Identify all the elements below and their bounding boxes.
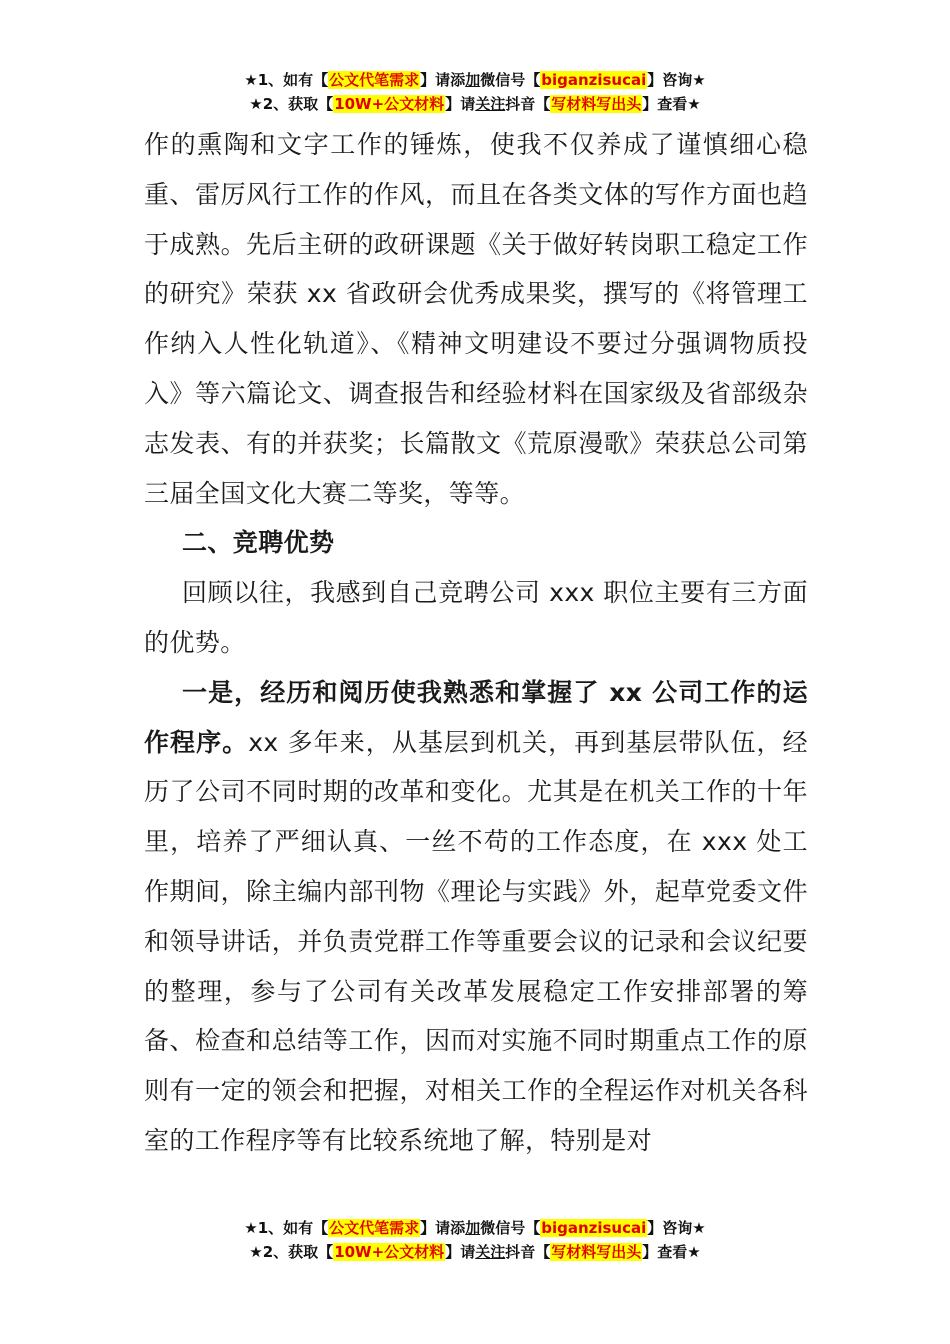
banner-wechat-id: biganzisucai [541,1219,647,1237]
banner-text: ★1、如有【 [244,71,329,89]
banner-text: 微信号【 [480,71,541,89]
banner-text: ★2、获取【 [249,1243,334,1261]
banner-highlight: 公文代笔需求 [329,1219,420,1237]
banner-text: 】请 [445,95,476,113]
banner-text: 抖音【 [505,1243,551,1261]
banner-text: 】请添 [420,1219,466,1237]
header-banner [0,68,950,116]
paragraph-advantage-one [144,668,808,1166]
document-body [144,120,808,1166]
banner-line-1 [0,1216,950,1240]
banner-text: 微信号【 [480,1219,541,1237]
banner-underlined: 加 [465,1219,481,1237]
banner-text: 抖音【 [505,95,551,113]
banner-highlight: 公文代笔需求 [329,71,420,89]
banner-line-2 [0,1240,950,1264]
banner-text: 】查看★ [642,1243,701,1261]
banner-underlined: 关注 [475,95,506,113]
banner-text: 】请 [445,1243,476,1261]
banner-text: ★1、如有【 [244,1219,329,1237]
banner-line-2 [0,92,950,116]
banner-underlined: 关注 [475,1243,506,1261]
banner-text: 】咨询★ [647,71,706,89]
section-heading: 二、竞聘优势 [182,528,335,558]
footer-banner [0,1216,950,1264]
banner-underlined: 加 [465,71,481,89]
paragraph-lead-bold: 一是，经历和阅历使我熟悉和掌握了 xx 公司工作的运作程序。 [144,677,808,757]
banner-wechat-id: biganzisucai [541,71,647,89]
banner-douyin-name: 写材料写出头 [551,1243,642,1261]
banner-highlight: 10W+公文材料 [334,1243,445,1261]
paragraph-body: xx 多年来，从基层到机关，再到基层带队伍，经历了公司不同时期的改革和变化。尤其是在机关工作的十年里，培养了严细认真、一丝不苟的工作态度，在 xxx 处工作期间，除主编内部刊物《理论与实践》外，起草党委文件和领导讲话，并负责党群工作等重要会议的记录和会议纪要的整理，参与了公司有关改革发展稳定工作安排部署的筹备、检查和总结等工作，因而对实施不同时期重点工作的原则有一定的领会和把握，对相关工作的全程运作对机关各科室的工作程序等有比较系统地了解，特别是对 [144,727,808,1155]
banner-text: 】咨询★ [647,1219,706,1237]
banner-text: ★2、获取【 [249,95,334,113]
paragraph-advantages-intro: 回顾以往，我感到自己竞聘公司 xxx 职位主要有三方面的优势。 [144,578,808,657]
banner-text: 】请添 [420,71,466,89]
banner-line-1 [0,68,950,92]
banner-text: 】查看★ [642,95,701,113]
banner-highlight: 10W+公文材料 [334,95,445,113]
banner-douyin-name: 写材料写出头 [551,95,642,113]
paragraph-continuation: 作的熏陶和文字工作的锤炼，使我不仅养成了谨慎细心稳重、雷厉风行工作的作风，而且在各类文体的写作方面也趋于成熟。先后主研的政研课题《关于做好转岗职工稳定工作的研究》荣获 xx 省政研会优秀成果奖，撰写的《将管理工作纳入人性化轨道》、《精神文明建设不要过分强调物质投入》等六篇论文、调查报告和经验材料在国家级及省部级杂志发表、有的并获奖；长篇散文《荒原漫歌》荣获总公司第三届全国文化大赛二等奖，等等。 [144,130,808,508]
